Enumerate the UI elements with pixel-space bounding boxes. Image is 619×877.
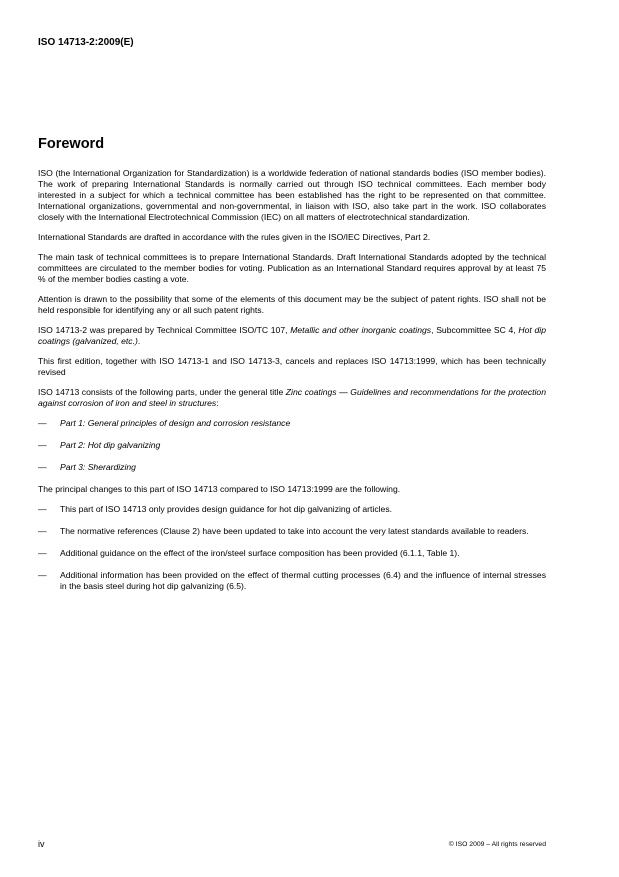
paragraph-main-task: The main task of technical committees is to prepare International Standards. Draft International Standards adopted by the technical committees are circulated to the member bodies for voting. Publication as an International Standard requires approval by at least 75 % of the member bodies casting a vote. [38,252,546,284]
prepared-by-text: ISO 14713-2 was prepared by Technical Committee ISO/TC 107, [38,325,291,335]
dash-bullet: — [38,440,47,450]
paragraph-iso-intro: ISO (the International Organization for Standardization) is a worldwide federation of national standards bodies (ISO member bodies). The work of preparing International Standards is normally carried out through ISO technical committees. Each member body interested in a subject for which a technical committee has been established has the right to be represented on that committee. International organizations, governmental and non-governmental, in liaison with ISO, also take part in the work. ISO collaborates closely with the International Electrotechnical Commission (IEC) on all matters of electrotechnical standardization. [38,168,546,222]
general-title: Zinc coatings — Guidelines and recommendations for the protection against corrosion of iron and steel in structures [38,387,546,408]
dash-bullet: — [38,570,47,580]
dash-bullet: — [38,526,47,536]
paragraph-prepared-by [38,325,546,347]
foreword-body [38,168,546,603]
parts-intro-end: : [216,398,219,408]
paragraph-parts-intro [38,387,546,409]
list-item-part [38,440,546,451]
section-title: Foreword [38,136,105,152]
dash-bullet: — [38,418,47,428]
committee-title: Metallic and other inorganic coatings [290,325,432,335]
list-item-part [38,418,546,429]
change-text: The normative references (Clause 2) have been updated to take into account the very latest standards available to readers. [60,526,529,536]
list-item-change [38,526,546,537]
list-item-change [38,548,546,559]
prepared-by-sub-text: , Subcommittee SC 4, [431,325,519,335]
subcommittee-title: Hot dip coatings (galvanized, etc.) [38,325,546,346]
parts-intro-text: ISO 14713 consists of the following parts, under the general title [38,387,286,397]
paragraph-directives: International Standards are drafted in accordance with the rules given in the ISO/IEC Directives, Part 2. [38,232,431,242]
change-text: This part of ISO 14713 only provides design guidance for hot dip galvanizing of articles. [60,504,393,514]
part-title: Part 3: Sherardizing [60,462,136,472]
dash-bullet: — [38,548,47,558]
part-title: Part 1: General principles of design and corrosion resistance [60,418,291,428]
change-text: Additional information has been provided on the effect of thermal cutting processes (6.4) and the influence of internal stresses in the basis steel during hot dip galvanizing (6.5). [60,570,546,591]
document-id-header: ISO 14713-2:2009(E) [38,37,134,48]
dash-bullet: — [38,462,47,472]
list-item-change [38,570,546,592]
page-number: iv [38,839,45,849]
list-item-part [38,462,546,473]
prepared-by-end: . [137,336,141,346]
dash-bullet: — [38,504,47,514]
change-text: Additional guidance on the effect of the iron/steel surface composition has been provided (6.1.1, Table 1). [60,548,460,558]
paragraph-patent-rights: Attention is drawn to the possibility that some of the elements of this document may be the subject of patent rights. ISO shall not be held responsible for identifying any or all such patent rights. [38,294,546,315]
part-title: Part 2: Hot dip galvanizing [60,440,161,450]
paragraph-changes-intro: The principal changes to this part of ISO 14713 compared to ISO 14713:1999 are the following. [38,484,401,494]
paragraph-edition: This first edition, together with ISO 14713-1 and ISO 14713-3, cancels and replaces ISO 14713:1999, which has been technically revised [38,356,546,377]
copyright-notice: © ISO 2009 – All rights reserved [448,841,546,848]
list-item-change [38,504,546,515]
